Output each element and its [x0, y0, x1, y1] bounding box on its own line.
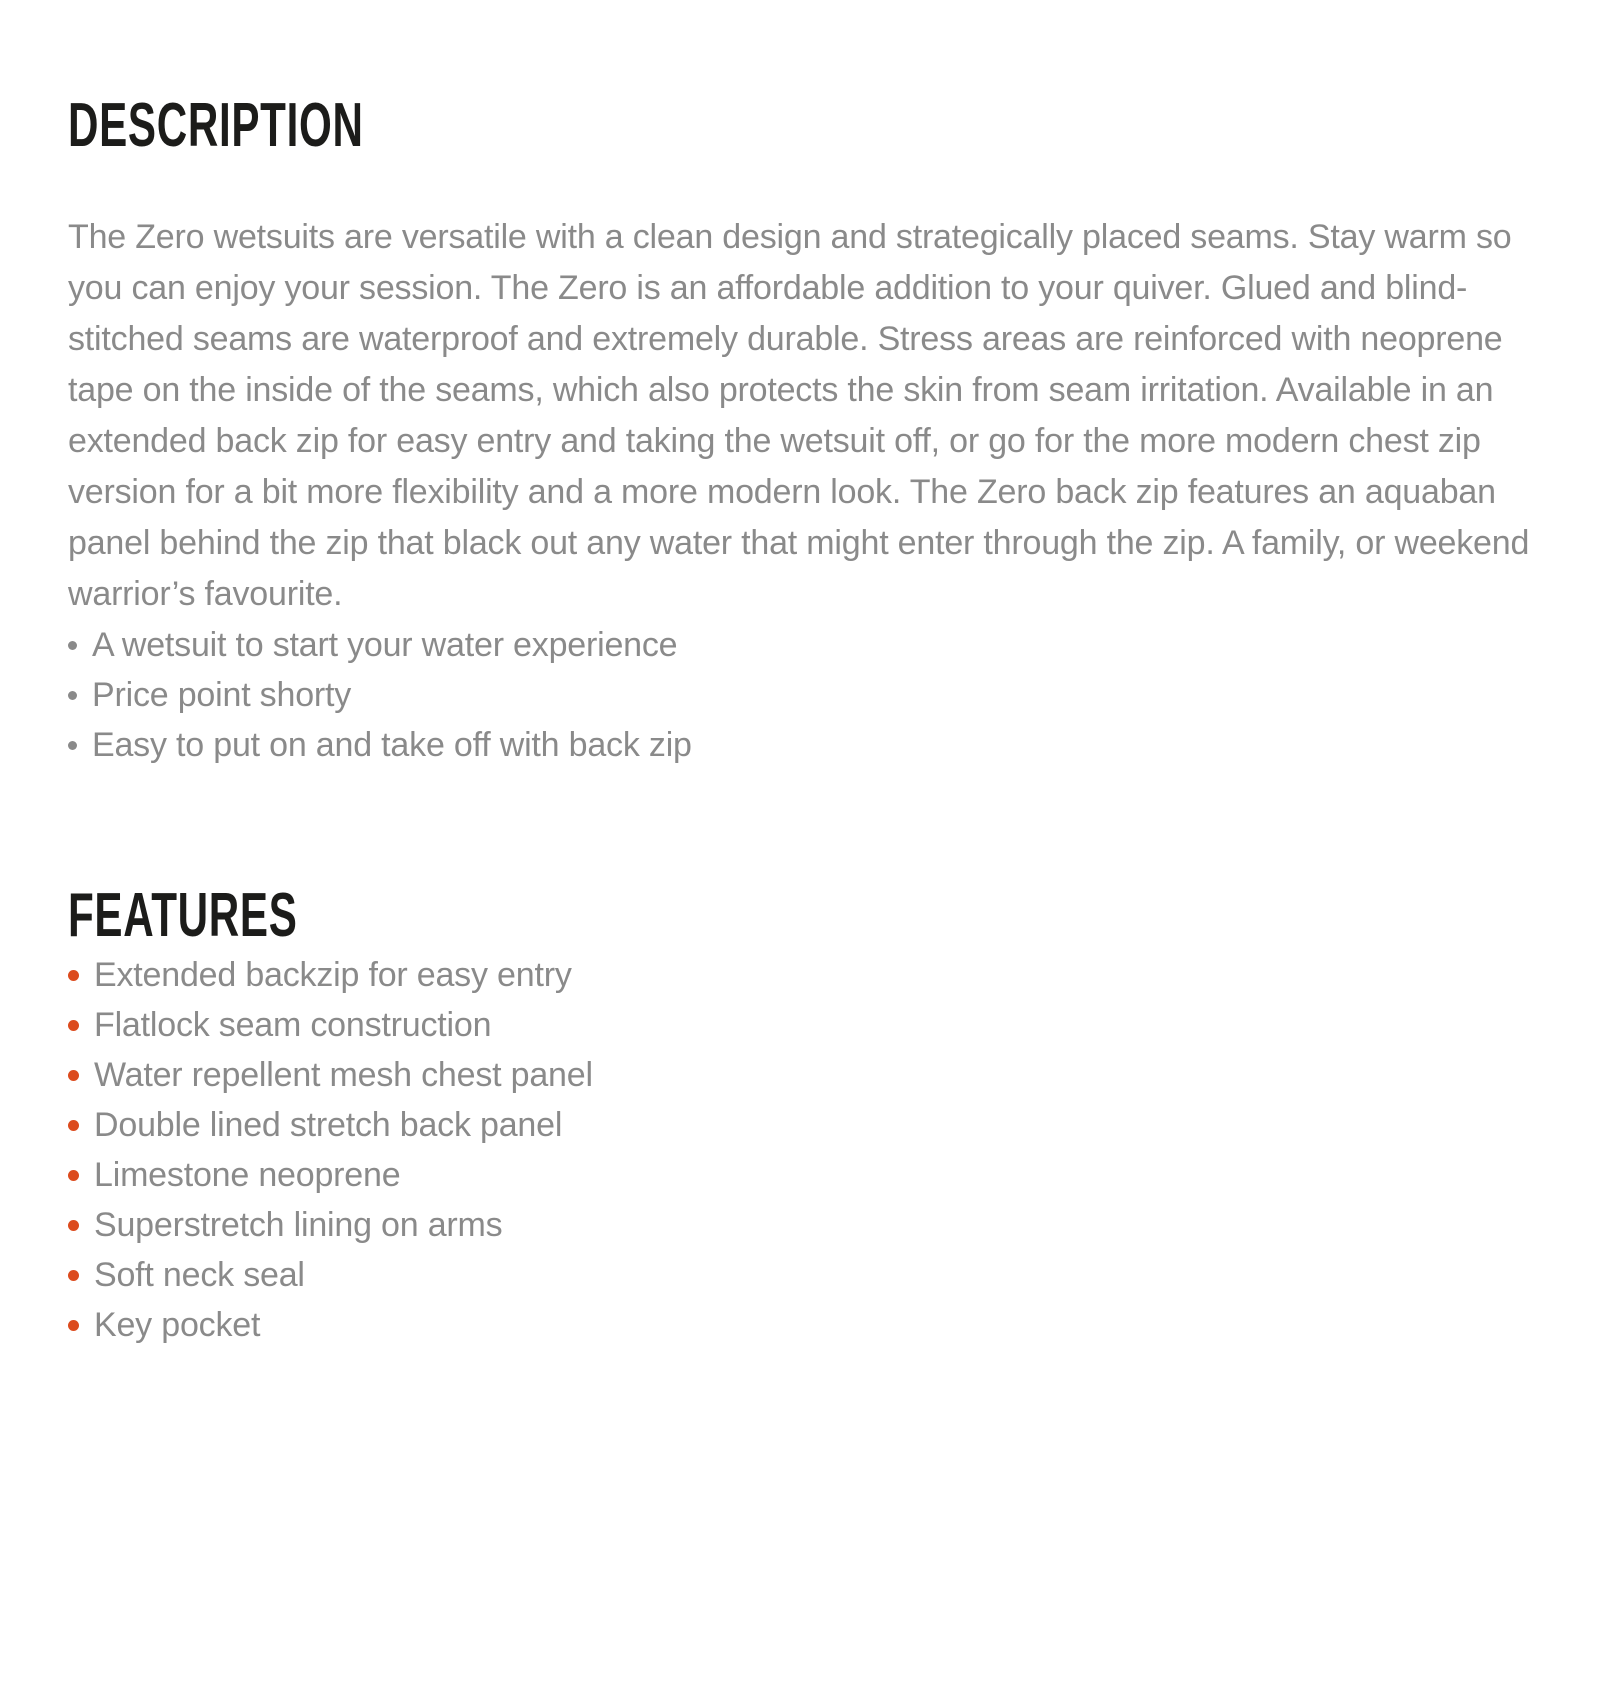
features-bullet-list [68, 950, 1540, 1350]
list-item-label: Extended backzip for easy entry [94, 956, 572, 995]
list-item [68, 1250, 1540, 1300]
bullet-icon [68, 1320, 79, 1331]
bullet-icon [68, 741, 77, 750]
list-item [68, 1150, 1540, 1200]
list-item-label: Flatlock seam construction [94, 1006, 492, 1045]
list-item [68, 720, 1540, 770]
description-bullet-list [68, 620, 1540, 770]
list-item [68, 950, 1540, 1000]
list-item [68, 1100, 1540, 1150]
bullet-icon [68, 1220, 79, 1231]
list-item-label: Price point shorty [92, 676, 352, 715]
list-item-label: Easy to put on and take off with back zip [92, 726, 692, 765]
list-item [68, 1000, 1540, 1050]
list-item [68, 620, 1540, 670]
list-item [68, 1300, 1540, 1350]
product-info-content [0, 92, 1600, 1350]
list-item [68, 670, 1540, 720]
list-item [68, 1200, 1540, 1250]
list-item-label: Water repellent mesh chest panel [94, 1056, 593, 1095]
bullet-icon [68, 1120, 79, 1131]
bullet-icon [68, 641, 77, 650]
description-heading-text: DESCRIPTION [68, 91, 364, 160]
list-item-label: Limestone neoprene [94, 1156, 401, 1195]
list-item [68, 1050, 1540, 1100]
description-heading [68, 92, 1540, 160]
list-item-label: Soft neck seal [94, 1256, 305, 1295]
list-item-label: A wetsuit to start your water experience [92, 626, 678, 665]
features-heading-text: FEATURES [68, 881, 298, 951]
bullet-icon [68, 1170, 79, 1181]
list-item-label: Double lined stretch back panel [94, 1106, 563, 1145]
list-item-label: Superstretch lining on arms [94, 1206, 503, 1245]
bullet-icon [68, 970, 79, 981]
features-heading [68, 882, 1540, 950]
bullet-icon [68, 1070, 79, 1081]
description-paragraph: The Zero wetsuits are versatile with a clean design and strategically placed seams. Stay warm so you can enjoy your session. The Zero is an affordable addition to your quiver. Glued and blind-stitched seams are waterproof and extremely durable. Stress areas are reinforced with neoprene tape on the inside of the seams, which also protects the skin from seam irritation. Available in an extended back zip for easy entry and taking the wetsuit off, or go for the more modern chest zip version for a bit more flexibility and a more modern look. The Zero back zip features an aquaban panel behind the zip that black out any water that might enter through the zip. A family, or weekend warrior’s favourite. [68, 218, 1530, 614]
list-item-label: Key pocket [94, 1306, 261, 1345]
bullet-icon [68, 1020, 79, 1031]
bullet-icon [68, 691, 77, 700]
bullet-icon [68, 1270, 79, 1281]
